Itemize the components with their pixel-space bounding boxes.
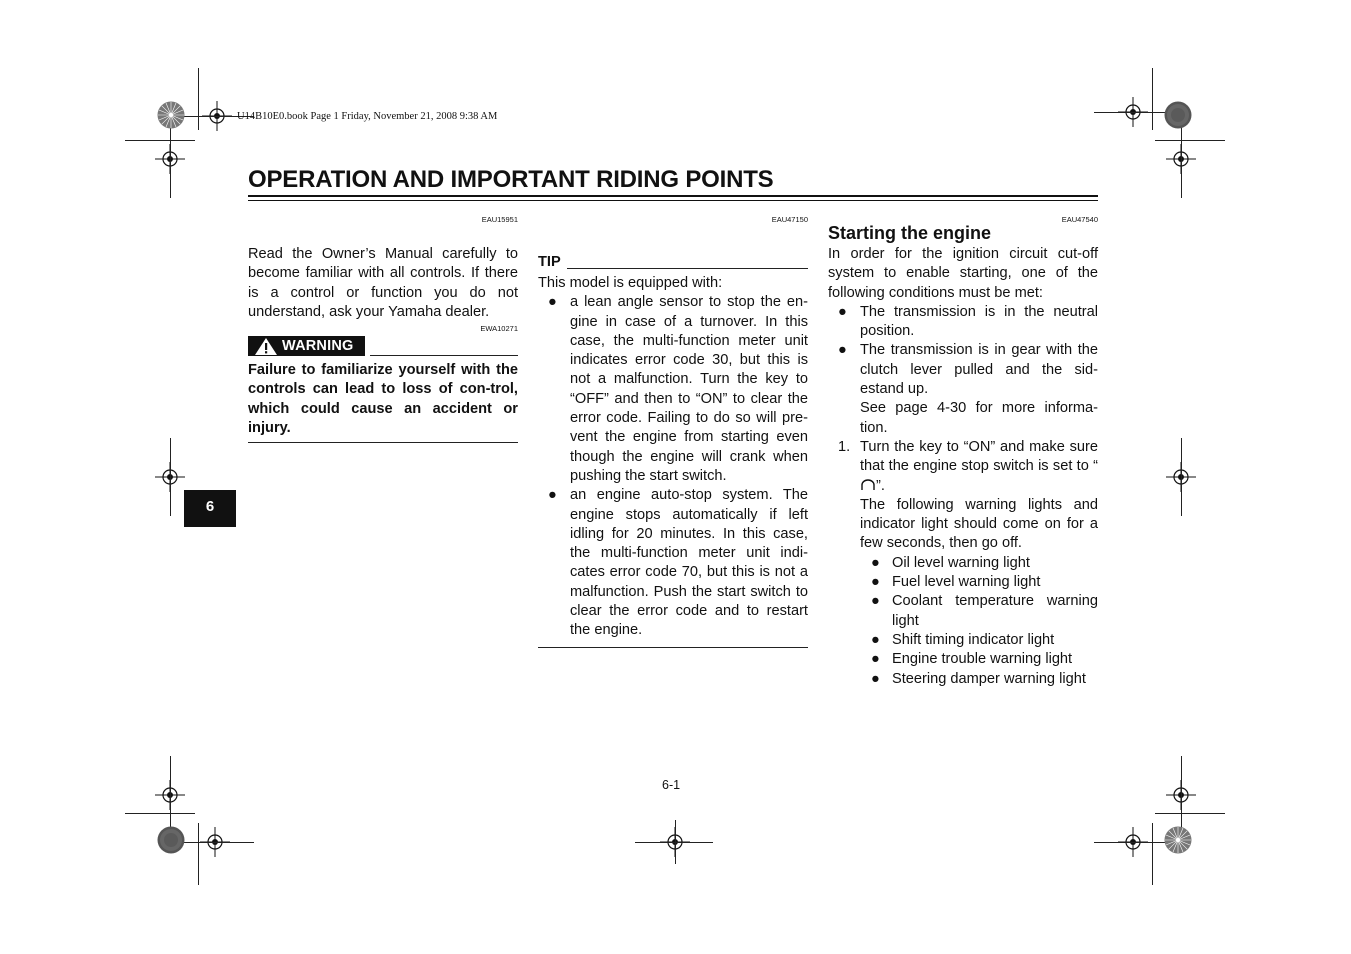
list-item-text: Steering damper warning light [892,670,1086,687]
crop-line [170,120,171,198]
list-item-text: Coolant temperature warning light [892,593,1098,629]
list-item-text: Shift timing indicator light [892,631,1055,648]
color-rosette-icon [157,101,185,129]
step-item [828,438,1098,496]
warning-badge [248,336,365,356]
bullet-icon: ● [871,651,880,668]
tip-end-rule [538,647,808,648]
bullet-icon: ● [871,593,880,610]
section-code: EAU15951 [481,215,518,224]
color-rosette-icon [1164,826,1192,854]
bullet-icon: ● [548,487,557,504]
page-title: OPERATION AND IMPORTANT RIDING POINTS [248,166,774,193]
crop-line [1152,823,1153,885]
list-item-text: Oil level warning light [892,554,1030,571]
step-text: Turn the key to “ON” and make sure that the engine stop switch is set to “ [860,438,1098,475]
color-rosette-icon [157,826,185,854]
print-header-info: U14B10E0.book Page 1 Friday, November 21, 2008 9:38 AM [237,111,498,122]
list-item-text: Fuel level warning light [892,574,1041,591]
see-page-note: See page 4-30 for more informa-tion. [860,400,1098,436]
tip-label: TIP [538,254,561,270]
list-item [828,573,1098,592]
list-item [828,670,1098,689]
tip-body [538,274,808,641]
warning-text: Failure to familiarize yourself with the controls can lead to loss of con-trol, which could cause an accident or injury. [248,362,518,436]
section-code: EAU47540 [1061,215,1098,224]
starting-intro: In order for the ignition circuit cut-off system to enable starting, one of the following conditions must be met: [828,246,1098,301]
bullet-icon: ● [871,554,880,571]
list-item-text: The transmission is in the neutral position. [860,303,1098,340]
list-item [828,303,1098,342]
bullet-icon: ● [871,574,880,591]
warning-end-rule [248,442,518,443]
crop-line [1155,140,1225,141]
crop-line [1181,438,1182,516]
crop-line [125,140,195,141]
step-followup: The following warning lights and indicator light should come on for a few seconds, then go off. [860,496,1098,552]
list-item-text: The transmission is in gear with the clutch lever pulled and the sid-estand up. [860,342,1098,398]
list-item [828,554,1098,573]
tip-rule [567,268,808,269]
crop-line [1155,813,1225,814]
crop-line [170,756,171,834]
crop-line [176,842,254,843]
warning-code: EWA10271 [480,324,518,333]
list-item [828,631,1098,650]
title-rule [248,200,1098,201]
crop-line [1152,68,1153,130]
step-number: 1. [838,438,851,455]
warning-paragraph [248,361,518,438]
intro-paragraph [248,245,518,322]
list-item-text: an engine auto-stop system. The engine stops automatically if left idling for 20 minutes. In this case, the multi-function meter unit indi-cates error code 70, but this is not a malfunction. Push the start switch to clear the error code and to restart the engine. [570,487,808,639]
section-heading: Starting the engine [828,223,992,243]
crop-line [198,68,199,130]
list-item [538,293,808,486]
warning-triangle-icon [255,338,277,355]
title-rule [248,195,1098,197]
warning-label: WARNING [282,338,354,354]
list-item-text: a lean angle sensor to stop the en-gine in case of a turnover. In this case, the multi-function meter unit indicates error code 30, but this is not a malfunction. Turn the key to “OFF” and then to “ON” to clear the error code. Failing to do so will pre-vent the engine from starting even though the engine will crank when pushing the start switch. [570,294,808,484]
crop-line [1094,842,1172,843]
step-text-end: ”. [876,477,885,494]
list-item-text: Engine trouble warning light [892,651,1073,668]
crop-line [1094,112,1172,113]
section-code: EAU47150 [771,215,808,224]
engine-stop-switch-run-icon [860,479,876,491]
color-rosette-icon [1164,101,1192,129]
list-item [828,341,1098,399]
crop-line [675,820,676,864]
crop-line [1181,120,1182,198]
tip-intro: This model is equipped with: [538,275,723,291]
warning-rule [370,355,518,356]
list-item [828,650,1098,669]
chapter-tab: 6 [184,490,236,527]
crop-line [1181,756,1182,834]
bullet-icon: ● [548,294,557,311]
list-item [538,486,808,640]
page-number: 6-1 [662,778,681,792]
bullet-icon: ● [838,342,847,359]
list-item [828,592,1098,631]
crop-line [125,813,195,814]
bullet-icon: ● [871,631,880,648]
crop-line [170,438,171,516]
bullet-icon: ● [871,670,880,687]
crop-line [635,842,713,843]
intro-text: Read the Owner’s Manual carefully to become familiar with all controls. If there is a control or function you do not understand, ask your Yamaha dealer. [248,246,518,320]
starting-body [828,245,1098,689]
crop-line [198,823,199,885]
bullet-icon: ● [838,303,847,320]
